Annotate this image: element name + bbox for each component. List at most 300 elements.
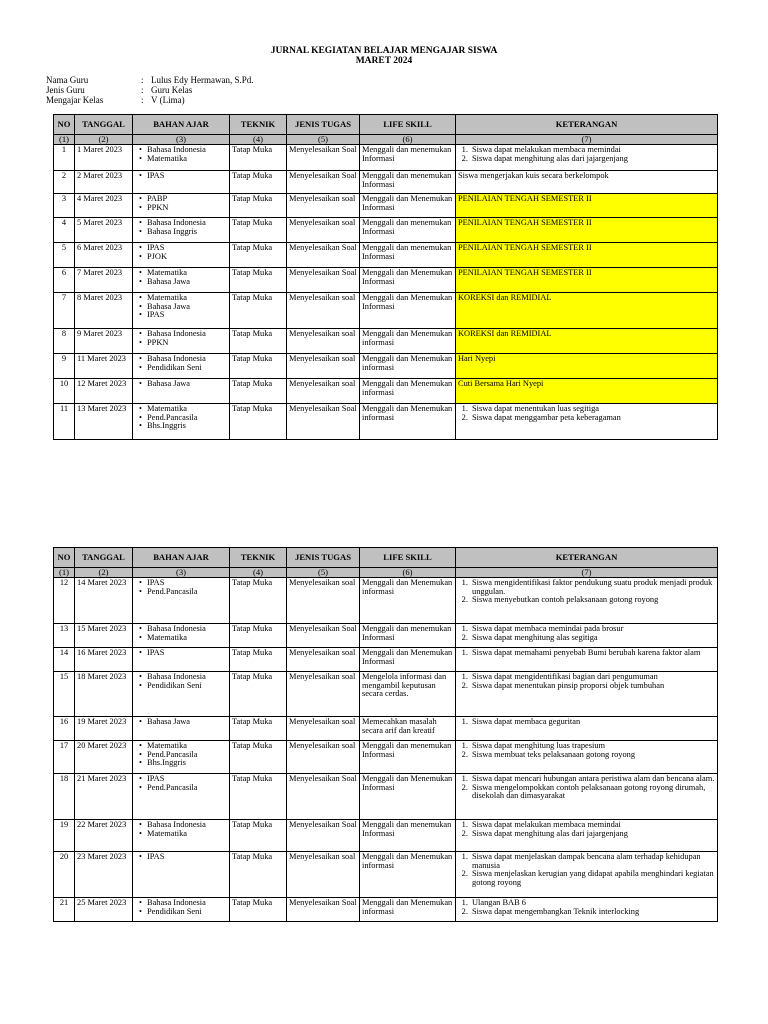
- column-header: NO: [54, 115, 75, 135]
- keterangan-item: 1. Siswa dapat menjelaskan dampak bencana alam terhadap kehidupan manusia: [470, 853, 715, 870]
- keterangan-item: 1. Siswa dapat mengidentifikasi bagian dari pengumuman: [470, 673, 715, 682]
- row-life-skill: Menggali dan menemukan Informasi: [360, 218, 456, 243]
- table-row: [54, 578, 718, 624]
- table-row: [54, 145, 718, 171]
- column-header: JENIS TUGAS: [287, 115, 360, 135]
- row-date: 1 Maret 2023: [75, 145, 133, 171]
- row-life-skill: Menggali dan Menemukan informasi: [360, 354, 456, 379]
- column-number: (5): [287, 135, 360, 145]
- row-teknik: Tatap Muka: [230, 852, 287, 898]
- header-row: [54, 115, 718, 135]
- row-keterangan: [456, 898, 718, 922]
- column-number: (1): [54, 135, 75, 145]
- subject-item: • Pend.Pancasila: [147, 588, 227, 597]
- info-separator: :: [141, 85, 144, 95]
- row-keterangan: PENILAIAN TENGAH SEMESTER II: [456, 268, 718, 293]
- row-number: 7: [54, 293, 75, 329]
- subject-item: • Pend.Pancasila: [147, 414, 227, 423]
- subject-item: • Matematika: [147, 830, 227, 839]
- subject-list: [135, 775, 227, 792]
- keterangan-list: [458, 625, 715, 642]
- row-jenis-tugas: Menyelesaikan Soal: [287, 145, 360, 171]
- row-jenis-tugas: Menyelesaikan Soal: [287, 404, 360, 440]
- row-date: 12 Maret 2023: [75, 379, 133, 404]
- keterangan-item: 1. Siswa dapat membaca geguritan: [470, 718, 715, 727]
- column-number: (3): [133, 568, 230, 578]
- row-keterangan: KOREKSI dan REMIDIAL: [456, 293, 718, 329]
- row-jenis-tugas: Menyelesaikan Soal: [287, 268, 360, 293]
- row-number: 8: [54, 329, 75, 354]
- row-jenis-tugas: Menyelesaikan soal: [287, 218, 360, 243]
- subject-item: • IPAS: [147, 244, 227, 253]
- row-jenis-tugas: Menyelesaikan soal: [287, 293, 360, 329]
- row-jenis-tugas: Menyelesaikan soal: [287, 648, 360, 672]
- table-row: [54, 774, 718, 820]
- table-row: [54, 354, 718, 379]
- subject-item: • Bahasa Indonesia: [147, 330, 227, 339]
- table-row: [54, 404, 718, 440]
- row-bahan-ajar: [133, 329, 230, 354]
- keterangan-list: [458, 899, 715, 916]
- column-header: KETERANGAN: [456, 548, 718, 568]
- row-bahan-ajar: [133, 145, 230, 171]
- subject-item: • Pend.Pancasila: [147, 784, 227, 793]
- row-life-skill: Menggali dan Menemukan Informasi: [360, 648, 456, 672]
- column-number: (7): [456, 568, 718, 578]
- row-life-skill: Menggali dan menemukan Informasi: [360, 820, 456, 852]
- subject-list: [135, 579, 227, 596]
- row-number: 16: [54, 717, 75, 741]
- keterangan-list: [458, 649, 715, 658]
- row-jenis-tugas: Menyelesaikan soal: [287, 194, 360, 218]
- row-keterangan: [456, 624, 718, 648]
- keterangan-item: 1. Siswa dapat menghitung luas trapesium: [470, 742, 715, 751]
- keterangan-item: 2. Siswa dapat menentukan pinsip proporsi objek tumbuhan: [470, 682, 715, 691]
- row-date: 15 Maret 2023: [75, 624, 133, 648]
- row-date: 4 Maret 2023: [75, 194, 133, 218]
- column-header: TANGGAL: [75, 548, 133, 568]
- subject-item: • PPKN: [147, 204, 227, 213]
- row-bahan-ajar: [133, 624, 230, 648]
- row-date: 6 Maret 2023: [75, 243, 133, 268]
- subject-list: [135, 172, 227, 181]
- table-row: [54, 717, 718, 741]
- table-row: [54, 852, 718, 898]
- subject-item: • Bahasa Indonesia: [147, 219, 227, 228]
- row-number: 6: [54, 268, 75, 293]
- header-number-row: [54, 568, 718, 578]
- row-date: 9 Maret 2023: [75, 329, 133, 354]
- table-row: [54, 194, 718, 218]
- subject-item: • Pendidikan Seni: [147, 364, 227, 373]
- row-teknik: Tatap Muka: [230, 379, 287, 404]
- table-row: [54, 648, 718, 672]
- column-header: BAHAN AJAR: [133, 115, 230, 135]
- row-keterangan: [456, 717, 718, 741]
- table-row: [54, 898, 718, 922]
- subject-list: [135, 195, 227, 212]
- subject-item: • Bahasa Indonesia: [147, 146, 227, 155]
- table-row: [54, 268, 718, 293]
- row-date: 25 Maret 2023: [75, 898, 133, 922]
- row-teknik: Tatap Muka: [230, 774, 287, 820]
- column-header: KETERANGAN: [456, 115, 718, 135]
- row-teknik: Tatap Muka: [230, 672, 287, 717]
- subject-list: [135, 673, 227, 690]
- row-bahan-ajar: [133, 774, 230, 820]
- subject-item: • Matematika: [147, 294, 227, 303]
- row-jenis-tugas: Menyelesaikan Soal: [287, 624, 360, 648]
- row-keterangan: PENILAIAN TENGAH SEMESTER II: [456, 194, 718, 218]
- subject-item: • Pend.Pancasila: [147, 751, 227, 760]
- subject-item: • Bahasa Jawa: [147, 278, 227, 287]
- row-date: 16 Maret 2023: [75, 648, 133, 672]
- row-date: 19 Maret 2023: [75, 717, 133, 741]
- row-keterangan: Siswa mengerjakan kuis secara berkelompok: [456, 171, 718, 194]
- subject-item: • Bahasa Jawa: [147, 718, 227, 727]
- subject-item: • PPKN: [147, 339, 227, 348]
- header-row: [54, 548, 718, 568]
- keterangan-item: 1. Siswa dapat menentukan luas segitiga: [470, 405, 715, 414]
- row-number: 10: [54, 379, 75, 404]
- document-subtitle: MARET 2024: [355, 56, 413, 66]
- row-jenis-tugas: Menyelesaikan soal: [287, 717, 360, 741]
- row-bahan-ajar: [133, 293, 230, 329]
- row-date: 11 Maret 2023: [75, 354, 133, 379]
- row-jenis-tugas: Menyelesaikan Soal: [287, 898, 360, 922]
- column-number: (5): [287, 568, 360, 578]
- column-header: TEKNIK: [230, 548, 287, 568]
- row-jenis-tugas: Menyelesaikan soal: [287, 852, 360, 898]
- column-header: BAHAN AJAR: [133, 548, 230, 568]
- row-life-skill: Menggali dan Menemukan Informasi: [360, 774, 456, 820]
- row-jenis-tugas: Menyelesaikan Soal: [287, 171, 360, 194]
- row-number: 14: [54, 648, 75, 672]
- keterangan-item: 2. Siswa menyebutkan contoh pelaksanaan gotong royong: [470, 596, 715, 605]
- row-teknik: Tatap Muka: [230, 194, 287, 218]
- row-keterangan: Cuti Bersama Hari Nyepi: [456, 379, 718, 404]
- info-label: Mengajar Kelas: [46, 95, 104, 105]
- row-number: 5: [54, 243, 75, 268]
- row-jenis-tugas: Menyelesaikan soal: [287, 379, 360, 404]
- row-number: 19: [54, 820, 75, 852]
- journal-table-2: [53, 547, 718, 922]
- subject-item: • Pendidikan Seni: [147, 908, 227, 917]
- row-date: 7 Maret 2023: [75, 268, 133, 293]
- row-bahan-ajar: [133, 194, 230, 218]
- row-bahan-ajar: [133, 354, 230, 379]
- table-row: [54, 820, 718, 852]
- row-date: 18 Maret 2023: [75, 672, 133, 717]
- row-keterangan: PENILAIAN TENGAH SEMESTER II: [456, 218, 718, 243]
- row-bahan-ajar: [133, 898, 230, 922]
- row-teknik: Tatap Muka: [230, 268, 287, 293]
- row-teknik: Tatap Muka: [230, 293, 287, 329]
- row-life-skill: Menggali dan Menemukan informasi: [360, 852, 456, 898]
- info-separator: :: [141, 75, 144, 85]
- row-number: 15: [54, 672, 75, 717]
- row-teknik: Tatap Muka: [230, 171, 287, 194]
- subject-item: • Matematika: [147, 269, 227, 278]
- column-number: (4): [230, 568, 287, 578]
- subject-item: • IPAS: [147, 649, 227, 658]
- keterangan-item: 1. Siswa dapat memahami penyebab Bumi berubah karena faktor alam: [470, 649, 715, 658]
- keterangan-item: 1. Siswa dapat mencari hubungan antara peristiwa alam dan bencana alam.: [470, 775, 715, 784]
- row-jenis-tugas: Menyelesaikan soal: [287, 578, 360, 624]
- info-value: Guru Kelas: [151, 85, 193, 95]
- row-bahan-ajar: [133, 672, 230, 717]
- column-number: (2): [75, 135, 133, 145]
- subject-item: • Bahasa Indonesia: [147, 821, 227, 830]
- row-jenis-tugas: Menyelesaikan soal: [287, 329, 360, 354]
- row-number: 18: [54, 774, 75, 820]
- row-life-skill: Menggali dan menemukan Informasi: [360, 243, 456, 268]
- table-row: [54, 218, 718, 243]
- subject-item: • IPAS: [147, 579, 227, 588]
- row-life-skill: Menggali dan Menemukan informasi: [360, 404, 456, 440]
- subject-item: • IPAS: [147, 311, 227, 320]
- row-date: 5 Maret 2023: [75, 218, 133, 243]
- subject-list: [135, 219, 227, 236]
- column-number: (7): [456, 135, 718, 145]
- column-header: JENIS TUGAS: [287, 548, 360, 568]
- row-bahan-ajar: [133, 404, 230, 440]
- row-jenis-tugas: Menyelesaikan soal: [287, 354, 360, 379]
- keterangan-item: 1. Siswa dapat melakukan membaca memindai: [470, 821, 715, 830]
- keterangan-list: [458, 775, 715, 801]
- row-number: 3: [54, 194, 75, 218]
- row-teknik: Tatap Muka: [230, 243, 287, 268]
- row-life-skill: Menggali dan Menemukan informasi: [360, 379, 456, 404]
- row-life-skill: Menggali dan menemukan Informasi: [360, 171, 456, 194]
- journal-table-1: [53, 114, 718, 440]
- table-row: [54, 171, 718, 194]
- row-bahan-ajar: [133, 578, 230, 624]
- row-date: 22 Maret 2023: [75, 820, 133, 852]
- subject-item: • Matematika: [147, 155, 227, 164]
- row-date: 21 Maret 2023: [75, 774, 133, 820]
- row-date: 13 Maret 2023: [75, 404, 133, 440]
- subject-list: [135, 853, 227, 862]
- subject-item: • Bahasa Indonesia: [147, 899, 227, 908]
- table-row: [54, 329, 718, 354]
- subject-item: • Matematika: [147, 634, 227, 643]
- subject-item: • Bhs.Inggris: [147, 759, 227, 768]
- row-number: 13: [54, 624, 75, 648]
- row-keterangan: KOREKSI dan REMIDIAL: [456, 329, 718, 354]
- keterangan-item: 1. Ulangan BAB 6: [470, 899, 715, 908]
- row-bahan-ajar: [133, 852, 230, 898]
- row-number: 20: [54, 852, 75, 898]
- row-bahan-ajar: [133, 717, 230, 741]
- row-life-skill: Mengelola informasi dan mengambil keputusan secara cerdas.: [360, 672, 456, 717]
- keterangan-item: 1. Siswa mengidentifikasi faktor pendukung suatu produk menjadi produk unggulan.: [470, 579, 715, 596]
- column-header: TANGGAL: [75, 115, 133, 135]
- row-teknik: Tatap Muka: [230, 820, 287, 852]
- subject-item: • IPAS: [147, 853, 227, 862]
- row-bahan-ajar: [133, 171, 230, 194]
- row-keterangan: [456, 145, 718, 171]
- subject-list: [135, 742, 227, 768]
- keterangan-item: 2. Siswa dapat mengembangkan Teknik interlocking: [470, 908, 715, 917]
- row-number: 1: [54, 145, 75, 171]
- column-number: (3): [133, 135, 230, 145]
- keterangan-list: [458, 853, 715, 887]
- row-jenis-tugas: Menyelesaikan soal: [287, 672, 360, 717]
- subject-list: [135, 146, 227, 163]
- row-date: 23 Maret 2023: [75, 852, 133, 898]
- info-separator: :: [141, 95, 144, 105]
- row-teknik: Tatap Muka: [230, 218, 287, 243]
- subject-list: [135, 405, 227, 431]
- info-label: Nama Guru: [46, 75, 89, 85]
- subject-item: • Bahasa Jawa: [147, 303, 227, 312]
- row-number: 11: [54, 404, 75, 440]
- table-row: [54, 293, 718, 329]
- column-number: (6): [360, 568, 456, 578]
- row-date: 8 Maret 2023: [75, 293, 133, 329]
- row-keterangan: [456, 852, 718, 898]
- subject-list: [135, 718, 227, 727]
- subject-item: • Bahasa Indonesia: [147, 355, 227, 364]
- subject-list: [135, 294, 227, 320]
- row-keterangan: [456, 578, 718, 624]
- keterangan-item: 1. Siswa dapat melakukan membaca memindai: [470, 146, 715, 155]
- row-teknik: Tatap Muka: [230, 354, 287, 379]
- column-header: LIFE SKILL: [360, 115, 456, 135]
- keterangan-list: [458, 718, 715, 727]
- row-jenis-tugas: Menyelesaikan Soal: [287, 820, 360, 852]
- row-keterangan: [456, 741, 718, 774]
- table-row: [54, 624, 718, 648]
- subject-item: • Pendidikan Seni: [147, 682, 227, 691]
- row-bahan-ajar: [133, 379, 230, 404]
- row-bahan-ajar: [133, 820, 230, 852]
- keterangan-list: [458, 673, 715, 690]
- keterangan-item: 1. Siswa dapat membaca memindai pada brosur: [470, 625, 715, 634]
- row-keterangan: PENILAIAN TENGAH SEMESTER II: [456, 243, 718, 268]
- row-date: 14 Maret 2023: [75, 578, 133, 624]
- row-number: 9: [54, 354, 75, 379]
- row-teknik: Tatap Muka: [230, 717, 287, 741]
- row-number: 4: [54, 218, 75, 243]
- info-label: Jenis Guru: [46, 85, 85, 95]
- subject-item: • IPAS: [147, 172, 227, 181]
- row-bahan-ajar: [133, 741, 230, 774]
- subject-list: [135, 330, 227, 347]
- row-jenis-tugas: Menyelesaikan Soal: [287, 243, 360, 268]
- info-value: Lulus Edy Hermawan, S.Pd.: [151, 75, 254, 85]
- row-teknik: Tatap Muka: [230, 329, 287, 354]
- row-teknik: Tatap Muka: [230, 624, 287, 648]
- row-date: 20 Maret 2023: [75, 741, 133, 774]
- subject-list: [135, 269, 227, 286]
- row-keterangan: [456, 774, 718, 820]
- column-number: (2): [75, 568, 133, 578]
- row-teknik: Tatap Muka: [230, 648, 287, 672]
- subject-list: [135, 899, 227, 916]
- row-keterangan: [456, 672, 718, 717]
- header-number-row: [54, 135, 718, 145]
- subject-item: • Matematika: [147, 405, 227, 414]
- column-header: LIFE SKILL: [360, 548, 456, 568]
- column-number: (4): [230, 135, 287, 145]
- subject-item: • PJOK: [147, 253, 227, 262]
- row-bahan-ajar: [133, 243, 230, 268]
- column-number: (6): [360, 135, 456, 145]
- subject-list: [135, 380, 227, 389]
- row-number: 12: [54, 578, 75, 624]
- column-number: (1): [54, 568, 75, 578]
- row-life-skill: Memecahkan masalah secara arif dan kreatif: [360, 717, 456, 741]
- row-number: 17: [54, 741, 75, 774]
- row-teknik: Tatap Muka: [230, 145, 287, 171]
- row-life-skill: Menggali dan Menemukan informasi: [360, 898, 456, 922]
- keterangan-list: [458, 146, 715, 163]
- subject-list: [135, 355, 227, 372]
- keterangan-item: 2. Siswa dapat menghitung alas dari jajargenjang: [470, 155, 715, 164]
- keterangan-list: [458, 821, 715, 838]
- column-header: NO: [54, 548, 75, 568]
- subject-item: • IPAS: [147, 775, 227, 784]
- subject-item: • Bahasa Jawa: [147, 380, 227, 389]
- subject-item: • PABP: [147, 195, 227, 204]
- keterangan-item: 2. Siswa dapat menggambar peta keberagaman: [470, 414, 715, 423]
- subject-list: [135, 649, 227, 658]
- row-keterangan: [456, 648, 718, 672]
- row-teknik: Tatap Muka: [230, 898, 287, 922]
- keterangan-list: [458, 579, 715, 605]
- subject-list: [135, 244, 227, 261]
- row-life-skill: Menggali dan Menemukan Informasi: [360, 194, 456, 218]
- row-life-skill: Menggali dan Menemukan Informasi: [360, 268, 456, 293]
- row-life-skill: Menggali dan Menemukan informasi: [360, 578, 456, 624]
- document-title: JURNAL KEGIATAN BELAJAR MENGAJAR SISWA: [270, 46, 498, 56]
- row-jenis-tugas: Menyelesaikan Soal: [287, 774, 360, 820]
- row-bahan-ajar: [133, 648, 230, 672]
- row-life-skill: Menggali dan menemukan Informasi: [360, 145, 456, 171]
- row-keterangan: [456, 404, 718, 440]
- keterangan-item: 2. Siswa dapat menghitung alas dari jajargenjang: [470, 830, 715, 839]
- row-teknik: Tatap Muka: [230, 404, 287, 440]
- row-life-skill: Menggali dan menemukan Informasi: [360, 624, 456, 648]
- row-keterangan: [456, 820, 718, 852]
- subject-item: • Bahasa Indonesia: [147, 673, 227, 682]
- table-row: [54, 672, 718, 717]
- keterangan-item: 2. Siswa mengelompokkan contoh pelaksanaan gotong royong dirumah, disekolah dan dimasyarakat: [470, 784, 715, 801]
- keterangan-list: [458, 742, 715, 759]
- subject-list: [135, 625, 227, 642]
- table-row: [54, 243, 718, 268]
- row-life-skill: Menggali dan Menemukan informasi: [360, 329, 456, 354]
- row-teknik: Tatap Muka: [230, 741, 287, 774]
- subject-item: • Bahasa Indonesia: [147, 625, 227, 634]
- keterangan-list: [458, 405, 715, 422]
- row-number: 21: [54, 898, 75, 922]
- table-row: [54, 379, 718, 404]
- keterangan-item: 2. Siswa menjelaskan kerugian yang didapat apabila menghindari kegiatan gotong royong: [470, 870, 715, 887]
- row-bahan-ajar: [133, 268, 230, 293]
- subject-item: • Matematika: [147, 742, 227, 751]
- row-date: 2 Maret 2023: [75, 171, 133, 194]
- row-bahan-ajar: [133, 218, 230, 243]
- keterangan-item: 2. Siswa membuat teks pelaksanaan gotong royong: [470, 751, 715, 760]
- keterangan-item: 2. Siswa dapat menghitung alas segitiga: [470, 634, 715, 643]
- column-header: TEKNIK: [230, 115, 287, 135]
- table-row: [54, 741, 718, 774]
- subject-item: • Bhs.Inggris: [147, 422, 227, 431]
- subject-list: [135, 821, 227, 838]
